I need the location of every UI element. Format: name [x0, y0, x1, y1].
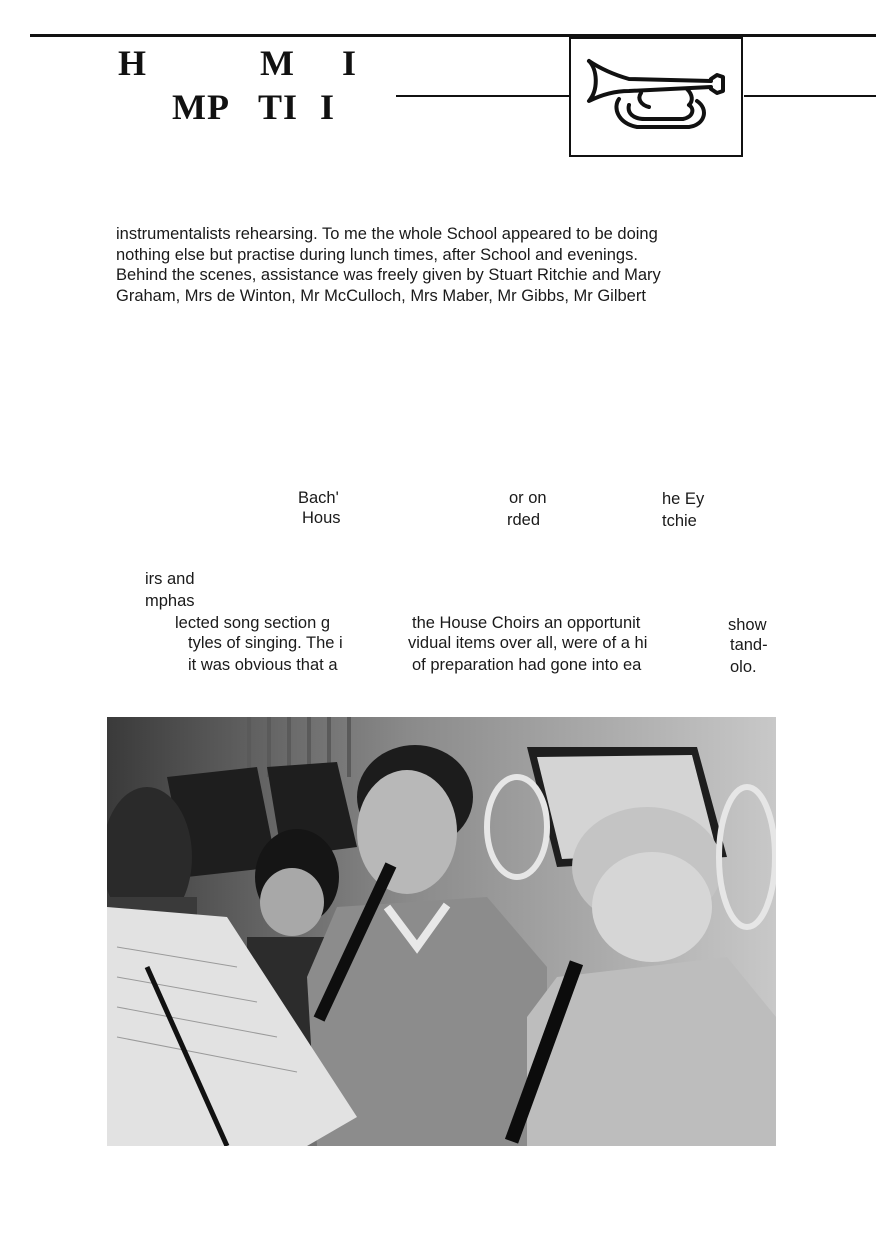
text-fragment: Bach' — [298, 489, 339, 507]
text-fragment: or on — [509, 489, 547, 507]
body-line: Behind the scenes, assistance was freely given by Stuart Ritchie and Mary — [116, 266, 661, 284]
body-paragraph — [116, 224, 782, 306]
text-fragment: olo. — [730, 658, 757, 676]
text-fragment: Hous — [302, 509, 341, 527]
text-fragment: irs and — [145, 570, 195, 588]
text-fragment: the House Choirs an opportunit — [412, 614, 641, 632]
orchestra-photo — [107, 717, 776, 1146]
bugle-icon — [571, 39, 745, 159]
text-fragment: lected song section g — [175, 614, 331, 632]
photo-illustration — [107, 717, 776, 1146]
text-fragment: tyles of singing. The i — [188, 634, 343, 652]
logo-box — [569, 37, 743, 157]
text-fragment: mphas — [145, 592, 195, 610]
title-fragment: H — [118, 43, 148, 83]
body-line: nothing else but practise during lunch times, after School and evenings. — [116, 245, 638, 264]
title-fragment: TI — [258, 87, 299, 127]
header-mid-rule-right — [744, 95, 876, 97]
body-line: instrumentalists rehearsing. To me the whole School appeared to be doing — [116, 225, 658, 243]
header-top-rule — [30, 34, 876, 37]
text-fragment: tchie — [662, 512, 697, 530]
text-fragment: show — [728, 616, 767, 634]
title-fragment: I — [342, 43, 358, 83]
title-fragment: MP — [172, 87, 230, 127]
text-fragment: tand- — [730, 636, 768, 654]
text-fragment: of preparation had gone into ea — [412, 656, 642, 674]
text-fragment: it was obvious that a — [188, 656, 338, 674]
text-fragment: vidual items over all, were of a hi — [408, 634, 648, 652]
header-mid-rule-left — [396, 95, 570, 97]
title-fragment: I — [320, 87, 336, 127]
text-fragment: rded — [507, 511, 541, 529]
title-fragment: M — [260, 43, 295, 83]
text-fragment: he Ey — [662, 490, 705, 508]
body-line: Graham, Mrs de Winton, Mr McCulloch, Mrs Maber, Mr Gibbs, Mr Gilbert — [116, 286, 646, 305]
